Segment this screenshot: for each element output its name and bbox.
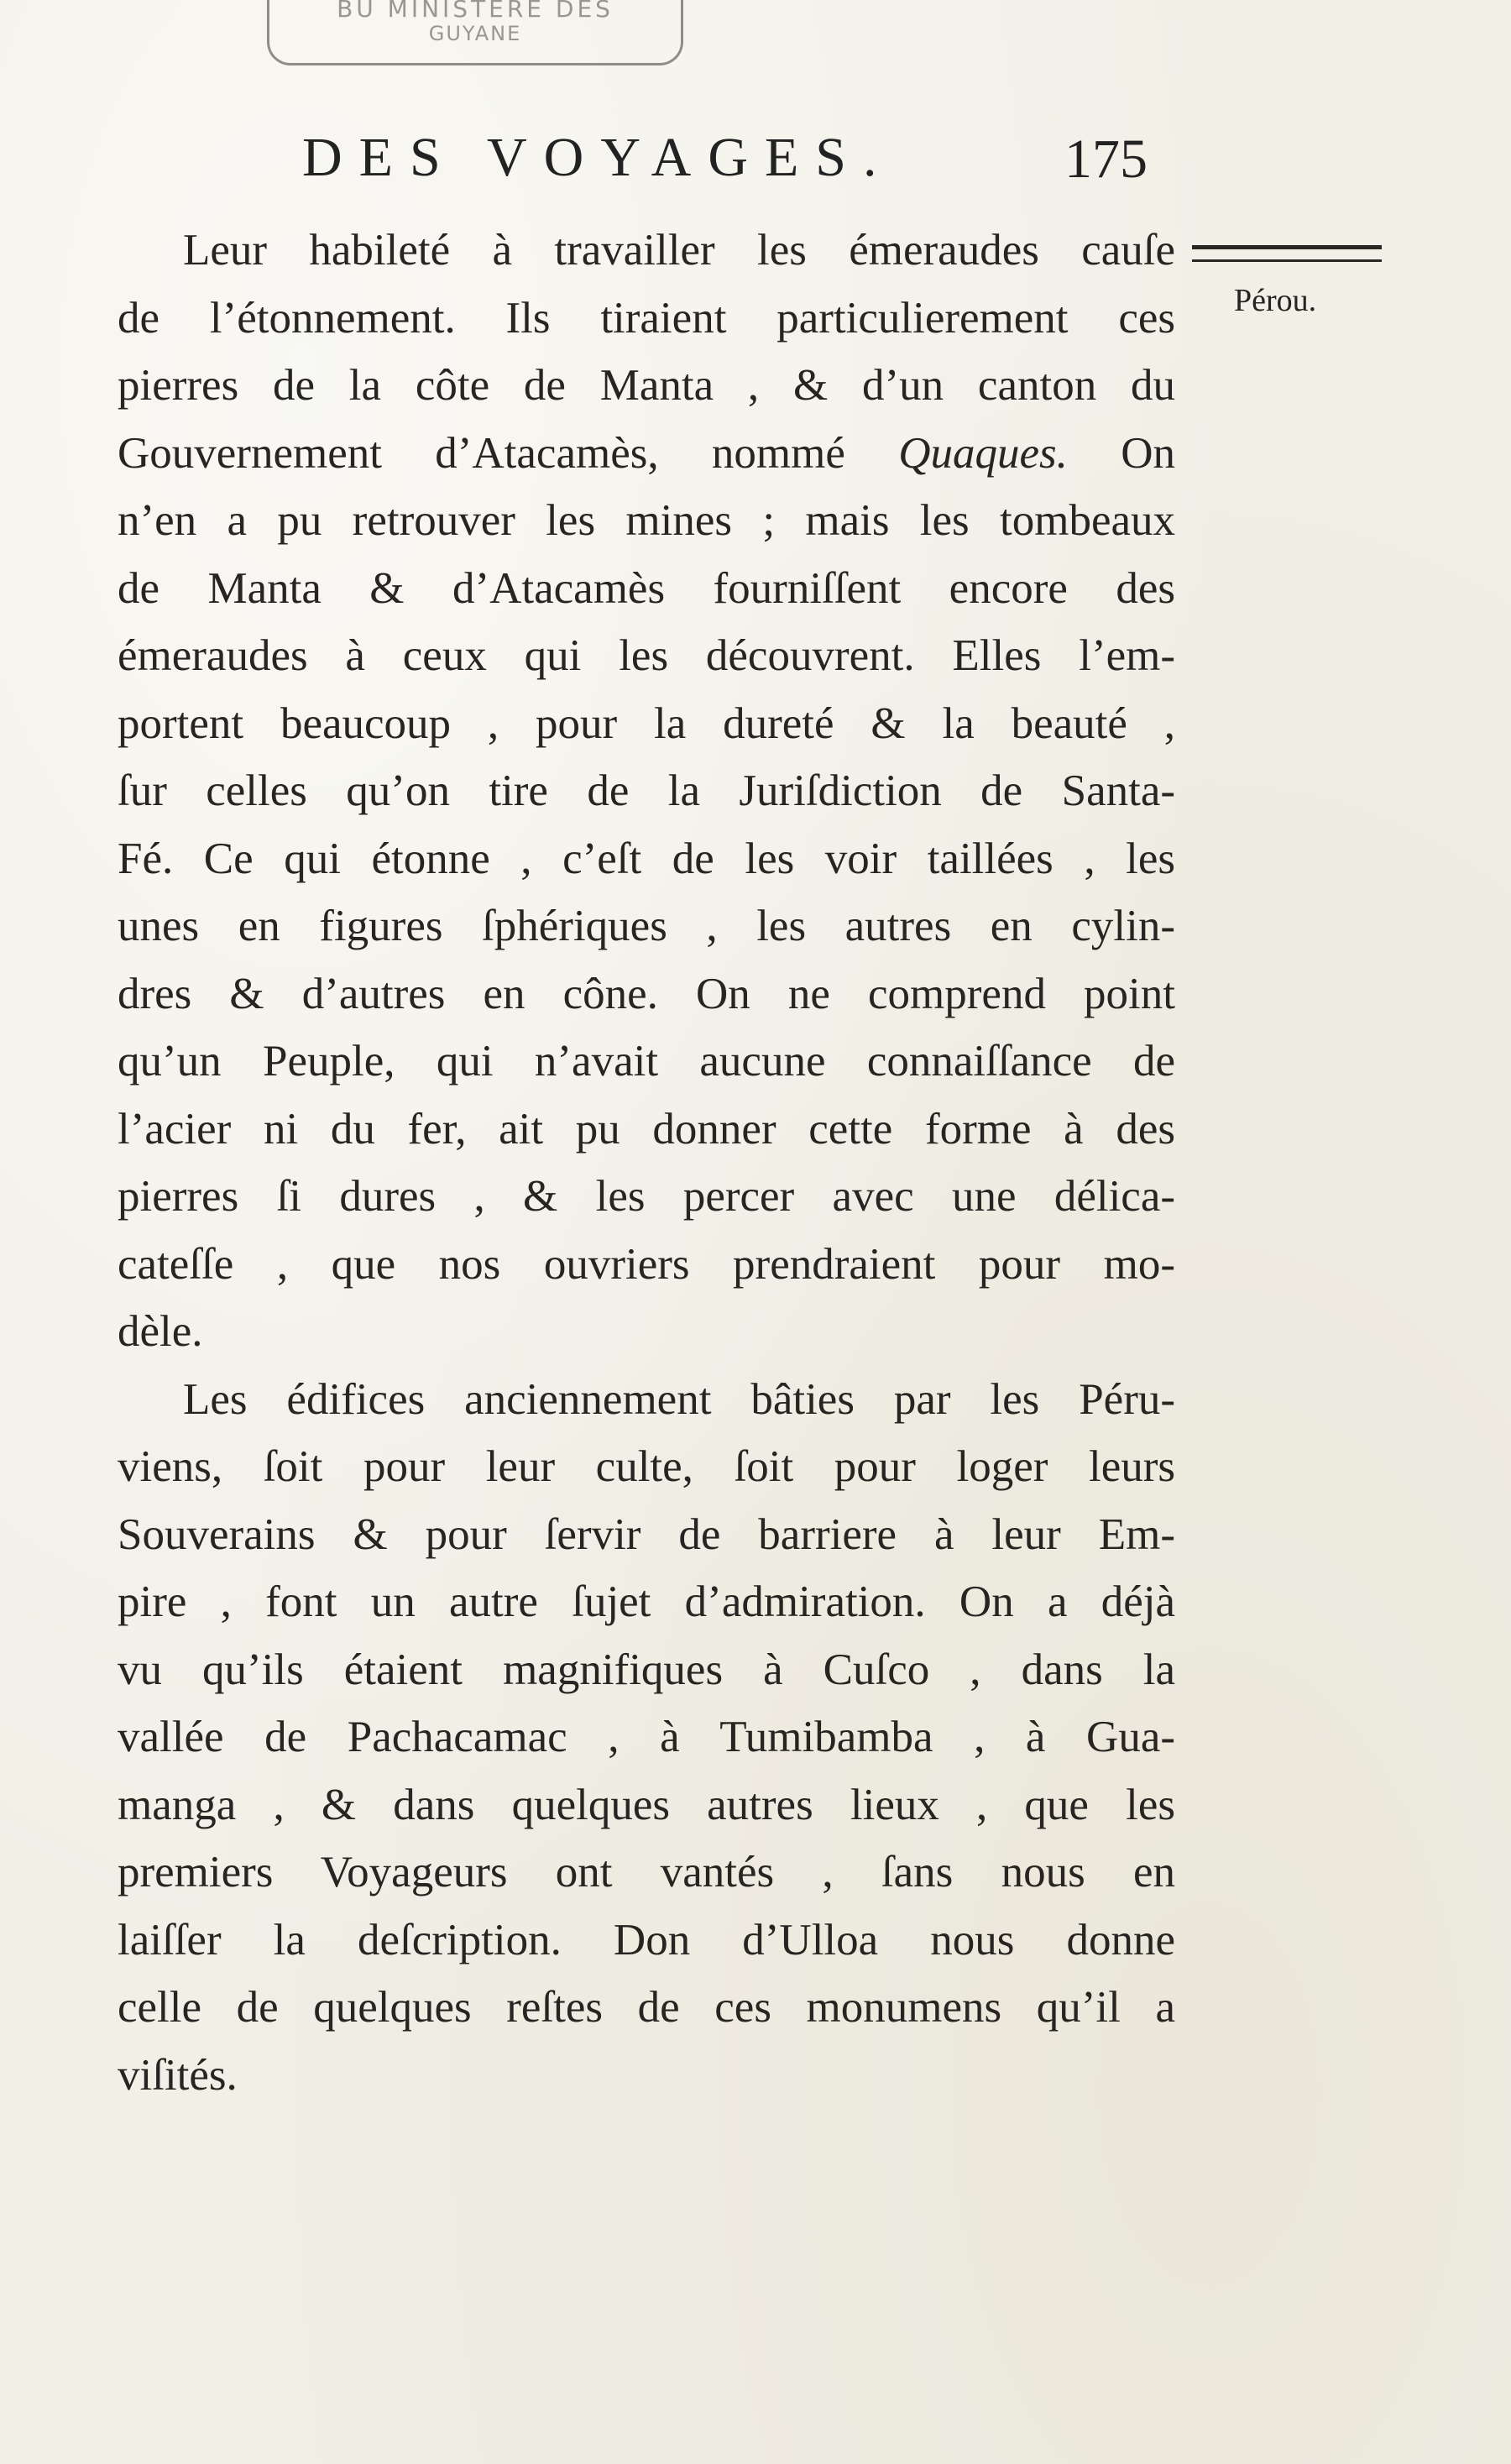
text-line: de l’étonnement. Ils tiraient particulierement ces bbox=[118, 293, 1175, 343]
text-line: celle de quelques reſtes de ces monumens qu’il a bbox=[118, 1983, 1175, 2032]
text-line: viſités. bbox=[118, 2050, 238, 2100]
text-line: qu’un Peuple, qui n’avait aucune connaiſſance de bbox=[118, 1037, 1175, 1086]
italic-place-name: Quaques. bbox=[898, 428, 1068, 478]
stamp-bottom-text: GUYANE bbox=[428, 22, 522, 45]
text-line: premiers Voyageurs ont vantés , ſans nous en bbox=[118, 1848, 1175, 1896]
text-line-end: On bbox=[1067, 428, 1175, 478]
library-stamp bbox=[267, 0, 683, 65]
text-line-start: Gouvernement d’Atacamès, nommé bbox=[118, 428, 899, 478]
text-line: cateſſe , que nos ouvriers prendraient pour mo- bbox=[118, 1239, 1175, 1289]
text-line: émeraudes à ceux qui les découvrent. Elles l’em- bbox=[118, 631, 1175, 680]
body-text bbox=[118, 217, 1175, 2109]
running-title: DES VOYAGES. bbox=[302, 127, 894, 188]
text-line: Souverains & pour ſervir de barriere à leur Em- bbox=[118, 1509, 1175, 1559]
text-line: manga , & dans quelques autres lieux , que les bbox=[118, 1780, 1175, 1829]
text-line: laiſſer la deſcription. Don d’Ulloa nous donne bbox=[118, 1915, 1175, 1964]
text-line: unes en figures ſphériques , les autres en cylin- bbox=[118, 902, 1175, 950]
text-line: dres & d’autres en cône. On ne comprend point bbox=[118, 969, 1175, 1018]
text-line: pire , font un autre ſujet d’admiration. On a déjà bbox=[118, 1577, 1175, 1626]
text-line bbox=[118, 420, 1175, 488]
text-line: n’en a pu retrouver les mines ; mais les tombeaux bbox=[118, 496, 1175, 545]
text-line: ſur celles qu’on tire de la Juriſdiction de Santa- bbox=[118, 766, 1175, 815]
text-line: pierres de la côte de Manta , & d’un canton du bbox=[118, 361, 1175, 410]
text-line: pierres ſi dures , & les percer avec une délica- bbox=[118, 1172, 1175, 1221]
text-line: Fé. Ce qui étonne , c’eſt de les voir taillées , les bbox=[118, 834, 1175, 883]
page-number: 175 bbox=[1064, 128, 1148, 190]
margin-rule bbox=[1192, 245, 1382, 262]
text-line: Leur habileté à travailler les émeraudes cauſe bbox=[183, 226, 1175, 275]
text-line: portent beaucoup , pour la dureté & la beauté , bbox=[118, 698, 1175, 748]
margin-note: Pérou. bbox=[1234, 283, 1317, 318]
text-line: de Manta & d’Atacamès fourniſſent encore des bbox=[118, 563, 1175, 613]
stamp-top-text: BU MINISTERE DES bbox=[337, 0, 614, 23]
text-line: dèle. bbox=[118, 1307, 203, 1356]
text-line: vallée de Pachacamac , à Tumibamba , à Gua- bbox=[118, 1713, 1175, 1761]
text-line: viens, ſoit pour leur culte, ſoit pour loger leurs bbox=[118, 1442, 1175, 1491]
text-line: vu qu’ils étaient magnifiques à Cuſco , dans la bbox=[118, 1645, 1175, 1694]
text-line: Les édifices anciennement bâties par les Péru- bbox=[183, 1374, 1175, 1424]
text-line: l’acier ni du fer, ait pu donner cette forme à des bbox=[118, 1104, 1175, 1154]
